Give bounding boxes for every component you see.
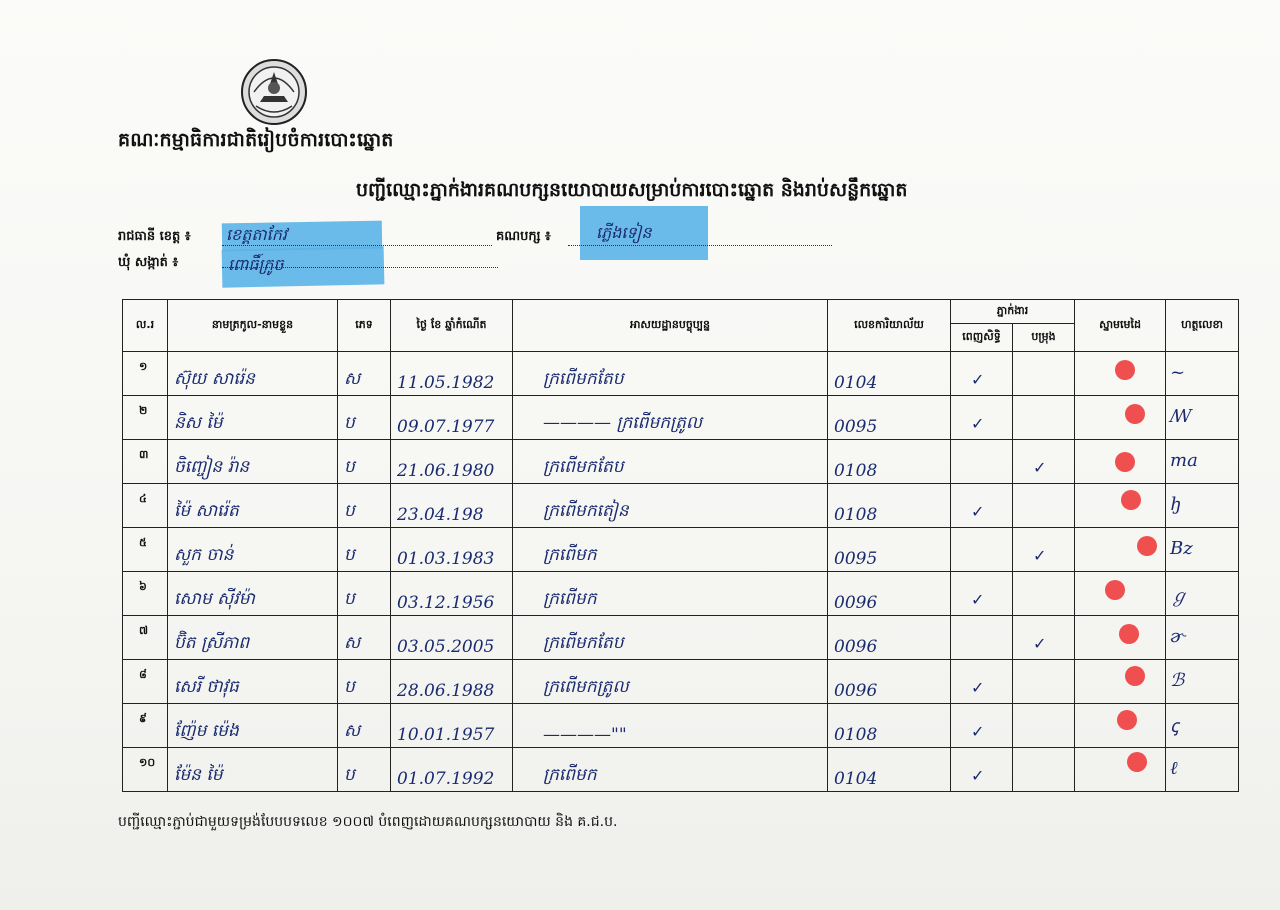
row-number: ៤ [139, 492, 147, 505]
agent-sex: ប [344, 501, 355, 521]
header-agent-reserve: បម្រុង [1013, 324, 1075, 352]
signature-cell [1166, 704, 1239, 748]
agent-name-cell [168, 528, 338, 572]
agent-main-check: ✓ [971, 414, 985, 433]
agent-reserve-check-cell [1013, 352, 1075, 396]
agent-dob-cell [391, 616, 513, 660]
province-value: ខេត្តតាកែវ [226, 225, 287, 244]
header-no: ល.រ [123, 300, 168, 352]
fingerprint-mark [1105, 580, 1125, 600]
fingerprint-mark [1121, 490, 1141, 510]
party-dotted-line [568, 244, 832, 246]
agent-sex-cell [338, 484, 391, 528]
header-dob: ថ្ងៃ ខែ ឆ្នាំកំណើត [391, 300, 513, 352]
agent-reserve-check-cell [1013, 572, 1075, 616]
agent-dob-cell [391, 572, 513, 616]
polling-station-cell [828, 352, 951, 396]
signature-cell [1166, 396, 1239, 440]
agent-reserve-check: ✓ [1033, 634, 1047, 653]
row-number: ២ [139, 404, 148, 417]
row-number: ៦ [139, 580, 147, 593]
agent-dob: 03.05.2005 [397, 637, 495, 657]
agent-address-cell [513, 616, 828, 660]
commune-label: ឃុំ សង្កាត់ ៖ [118, 255, 179, 270]
agent-dob-cell [391, 396, 513, 440]
polling-station: 0108 [834, 725, 878, 745]
commune-dotted-line [222, 266, 498, 268]
nec-seal-icon [240, 58, 308, 126]
agent-table [122, 299, 1239, 792]
agent-sex: ប [344, 677, 355, 697]
agent-name-cell [168, 440, 338, 484]
agent-dob: 28.06.1988 [397, 681, 495, 701]
table-row [123, 616, 1239, 660]
row-number-cell [123, 748, 168, 792]
fingerprint-cell-cell [1075, 572, 1166, 616]
row-number-cell [123, 616, 168, 660]
signature-cell [1166, 440, 1239, 484]
fingerprint-mark [1115, 452, 1135, 472]
fingerprint-cell-cell [1075, 528, 1166, 572]
agent-reserve-check-cell [1013, 396, 1075, 440]
agent-address-cell [513, 396, 828, 440]
agent-sex: ប [344, 765, 355, 785]
row-number-cell [123, 704, 168, 748]
agent-dob-cell [391, 660, 513, 704]
agent-main-check: ✓ [971, 502, 985, 521]
row-number: ៧ [139, 624, 149, 637]
province-label: រាជធានី ខេត្ត ៖ [118, 229, 191, 244]
agent-name: ម៉ៃ សារ៉េត [174, 501, 239, 521]
agent-name-cell [168, 616, 338, 660]
agent-sex-cell [338, 440, 391, 484]
polling-station-cell [828, 748, 951, 792]
header-sex: ភេទ [338, 300, 391, 352]
agent-reserve-check-cell [1013, 440, 1075, 484]
signature: ɚ [1170, 626, 1186, 647]
agent-address: ក្រពើមកត្រូល [543, 677, 629, 697]
agent-dob-cell [391, 748, 513, 792]
signature: ℓ [1170, 758, 1178, 779]
polling-station: 0108 [834, 461, 878, 481]
signature: ꞔ [1170, 716, 1179, 737]
header-address: អាសយដ្ឋានបច្ចុប្បន្ន [513, 300, 828, 352]
agent-address: ———— ក្រពើមកត្រូល [543, 413, 703, 433]
agent-address: ក្រពើមកតែប [543, 457, 624, 477]
agent-name-cell [168, 748, 338, 792]
agent-sex-cell [338, 352, 391, 396]
agent-dob-cell [391, 440, 513, 484]
org-name: គណៈកម្មាធិការជាតិរៀបចំការបោះឆ្នោត [118, 129, 394, 151]
polling-station: 0104 [834, 373, 878, 393]
signature-cell [1166, 352, 1239, 396]
party-value: ភ្លើងទៀន [596, 223, 652, 242]
header-agent-main: ពេញសិទ្ធិ [951, 324, 1013, 352]
signature-cell [1166, 660, 1239, 704]
agent-sex-cell [338, 616, 391, 660]
table-row [123, 572, 1239, 616]
polling-station: 0108 [834, 505, 878, 525]
row-number-cell [123, 396, 168, 440]
agent-address-cell [513, 704, 828, 748]
agent-address-cell [513, 352, 828, 396]
agent-dob: 10.01.1957 [397, 725, 495, 745]
row-number-cell [123, 352, 168, 396]
table-row [123, 352, 1239, 396]
signature: ℬ [1170, 670, 1185, 691]
polling-station-cell [828, 484, 951, 528]
row-number-cell [123, 528, 168, 572]
fingerprint-mark [1117, 710, 1137, 730]
fingerprint-mark [1137, 536, 1157, 556]
fingerprint-mark [1125, 666, 1145, 686]
agent-address-cell [513, 440, 828, 484]
fingerprint-cell-cell [1075, 660, 1166, 704]
polling-station: 0096 [834, 593, 878, 613]
signature: ℊ [1170, 586, 1189, 607]
row-number-cell [123, 440, 168, 484]
agent-sex-cell [338, 660, 391, 704]
agent-address: ក្រពើមក [543, 765, 597, 785]
province-dotted-line [222, 244, 492, 246]
signature: ~ [1170, 362, 1186, 383]
agent-dob: 21.06.1980 [397, 461, 495, 481]
row-number-cell [123, 484, 168, 528]
agent-dob-cell [391, 704, 513, 748]
signature-cell [1166, 528, 1239, 572]
row-number: ១០ [139, 756, 156, 769]
agent-dob: 01.07.1992 [397, 769, 495, 789]
party-label: គណបក្ស ៖ [496, 229, 551, 244]
signature: ma [1170, 450, 1198, 471]
row-number: ៥ [139, 536, 147, 549]
agent-address-cell [513, 572, 828, 616]
agent-reserve-check-cell [1013, 616, 1075, 660]
fingerprint-cell-cell [1075, 484, 1166, 528]
agent-dob: 23.04.198 [397, 505, 484, 525]
header-agent-type: ភ្នាក់ងារ [951, 300, 1075, 324]
polling-station-cell [828, 616, 951, 660]
polling-station-cell [828, 660, 951, 704]
agent-sex-cell [338, 528, 391, 572]
signature-cell [1166, 484, 1239, 528]
agent-name: ញ៉ែម ម៉េង [174, 721, 239, 741]
agent-dob: 03.12.1956 [397, 593, 495, 613]
footnote: បញ្ជីឈ្មោះភ្ជាប់ជាមួយទម្រង់បែបបទលេខ ១០០៧ បំពេញដោយគណបក្សនយោបាយ និង គ.ជ.ប. [118, 814, 618, 830]
agent-address: ក្រពើមកតែប [543, 633, 624, 653]
row-number: ១ [139, 360, 148, 373]
fingerprint-cell-cell [1075, 704, 1166, 748]
agent-dob-cell [391, 352, 513, 396]
agent-sex-cell [338, 572, 391, 616]
signature-cell [1166, 748, 1239, 792]
fingerprint-cell-cell [1075, 352, 1166, 396]
agent-main-check-cell [951, 572, 1013, 616]
agent-main-check: ✓ [971, 370, 985, 389]
row-number-cell [123, 572, 168, 616]
agent-dob: 11.05.1982 [397, 373, 495, 393]
agent-address: ក្រពើមកតៀន [543, 501, 629, 521]
agent-dob-cell [391, 528, 513, 572]
polling-station-cell [828, 396, 951, 440]
row-number-cell [123, 660, 168, 704]
document-title: បញ្ជីឈ្មោះភ្នាក់ងារគណបក្សនយោបាយសម្រាប់ការបោះឆ្នោត និងរាប់សន្លឹកឆ្នោត [356, 179, 908, 201]
agent-name: សោម ស៊ីវម៉ា [174, 589, 255, 609]
table-row [123, 484, 1239, 528]
agent-main-check: ✓ [971, 722, 985, 741]
fingerprint-mark [1119, 624, 1139, 644]
agent-dob: 09.07.1977 [397, 417, 495, 437]
agent-reserve-check-cell [1013, 528, 1075, 572]
agent-name: សេរី ថាវុធ [174, 677, 239, 697]
signature: ꜧ [1170, 494, 1182, 515]
signature: Bz [1170, 538, 1193, 559]
agent-address: ក្រពើមក [543, 589, 597, 609]
agent-name-cell [168, 572, 338, 616]
agent-main-check-cell [951, 396, 1013, 440]
fingerprint-mark [1127, 752, 1147, 772]
polling-station: 0095 [834, 417, 878, 437]
agent-sex: ប [344, 413, 355, 433]
agent-sex: ស [344, 633, 361, 653]
table-row [123, 528, 1239, 572]
polling-station-cell [828, 572, 951, 616]
agent-main-check-cell [951, 352, 1013, 396]
agent-name: ស៊ុយ សារ៉េន [174, 369, 255, 389]
agent-address: ————"" [543, 725, 627, 745]
commune-value: ពោធិ៍ក្រូច [228, 255, 284, 274]
agent-name-cell [168, 396, 338, 440]
agent-reserve-check: ✓ [1033, 458, 1047, 477]
agent-name-cell [168, 484, 338, 528]
agent-dob: 01.03.1983 [397, 549, 495, 569]
signature-cell [1166, 616, 1239, 660]
polling-station: 0104 [834, 769, 878, 789]
agent-main-check: ✓ [971, 678, 985, 697]
agent-name-cell [168, 660, 338, 704]
signature: ꟿ [1170, 406, 1192, 427]
table-row [123, 396, 1239, 440]
signature-cell [1166, 572, 1239, 616]
agent-main-check-cell [951, 484, 1013, 528]
polling-station: 0096 [834, 637, 878, 657]
agent-name: ចិញ្ចៀន រ៉ាន [174, 457, 250, 477]
agent-main-check-cell [951, 616, 1013, 660]
agent-address-cell [513, 528, 828, 572]
agent-address-cell [513, 484, 828, 528]
agent-sex-cell [338, 704, 391, 748]
fingerprint-cell-cell [1075, 748, 1166, 792]
agent-main-check-cell [951, 440, 1013, 484]
header-name: នាមត្រកូល-នាមខ្លួន [168, 300, 338, 352]
header-fingerprint: ស្នាមមេដៃ [1075, 300, 1166, 352]
agent-address: ក្រពើមក [543, 545, 597, 565]
agent-main-check-cell [951, 704, 1013, 748]
agent-reserve-check: ✓ [1033, 546, 1047, 565]
table-row [123, 660, 1239, 704]
agent-sex-cell [338, 748, 391, 792]
polling-station-cell [828, 528, 951, 572]
agent-name: ម៉ែន ម៉ៃ [174, 765, 223, 785]
agent-reserve-check-cell [1013, 660, 1075, 704]
agent-address: ក្រពើមកតែប [543, 369, 624, 389]
agent-name-cell [168, 704, 338, 748]
agent-reserve-check-cell [1013, 704, 1075, 748]
row-number: ៣ [139, 448, 149, 461]
agent-main-check-cell [951, 660, 1013, 704]
fingerprint-mark [1125, 404, 1145, 424]
fingerprint-mark [1115, 360, 1135, 380]
polling-station-cell [828, 440, 951, 484]
row-number: ៩ [139, 712, 147, 725]
agent-reserve-check-cell [1013, 484, 1075, 528]
agent-address-cell [513, 660, 828, 704]
agent-sex-cell [338, 396, 391, 440]
agent-main-check-cell [951, 528, 1013, 572]
polling-station: 0095 [834, 549, 878, 569]
agent-sex: ស [344, 369, 361, 389]
agent-reserve-check-cell [1013, 748, 1075, 792]
fingerprint-cell-cell [1075, 396, 1166, 440]
agent-dob-cell [391, 484, 513, 528]
agent-name: សួក ចាន់ [174, 545, 234, 565]
table-row [123, 440, 1239, 484]
polling-station: 0096 [834, 681, 878, 701]
agent-address-cell [513, 748, 828, 792]
fingerprint-cell-cell [1075, 440, 1166, 484]
agent-sex: ប [344, 457, 355, 477]
agent-sex: ស [344, 721, 361, 741]
agent-sex: ប [344, 545, 355, 565]
polling-station-cell [828, 704, 951, 748]
agent-name: ប៊ិត ស្រីភាព [174, 633, 250, 653]
header-polling-station: លេខការិយាល័យ [828, 300, 951, 352]
fingerprint-cell-cell [1075, 616, 1166, 660]
agent-name-cell [168, 352, 338, 396]
agent-name: និស ម៉ៃ [174, 413, 223, 433]
agent-main-check-cell [951, 748, 1013, 792]
table-row [123, 704, 1239, 748]
row-number: ៨ [139, 668, 147, 681]
agent-main-check: ✓ [971, 590, 985, 609]
table-row [123, 748, 1239, 792]
header-signature: ហត្ថលេខា [1166, 300, 1239, 352]
agent-sex: ប [344, 589, 355, 609]
agent-main-check: ✓ [971, 766, 985, 785]
